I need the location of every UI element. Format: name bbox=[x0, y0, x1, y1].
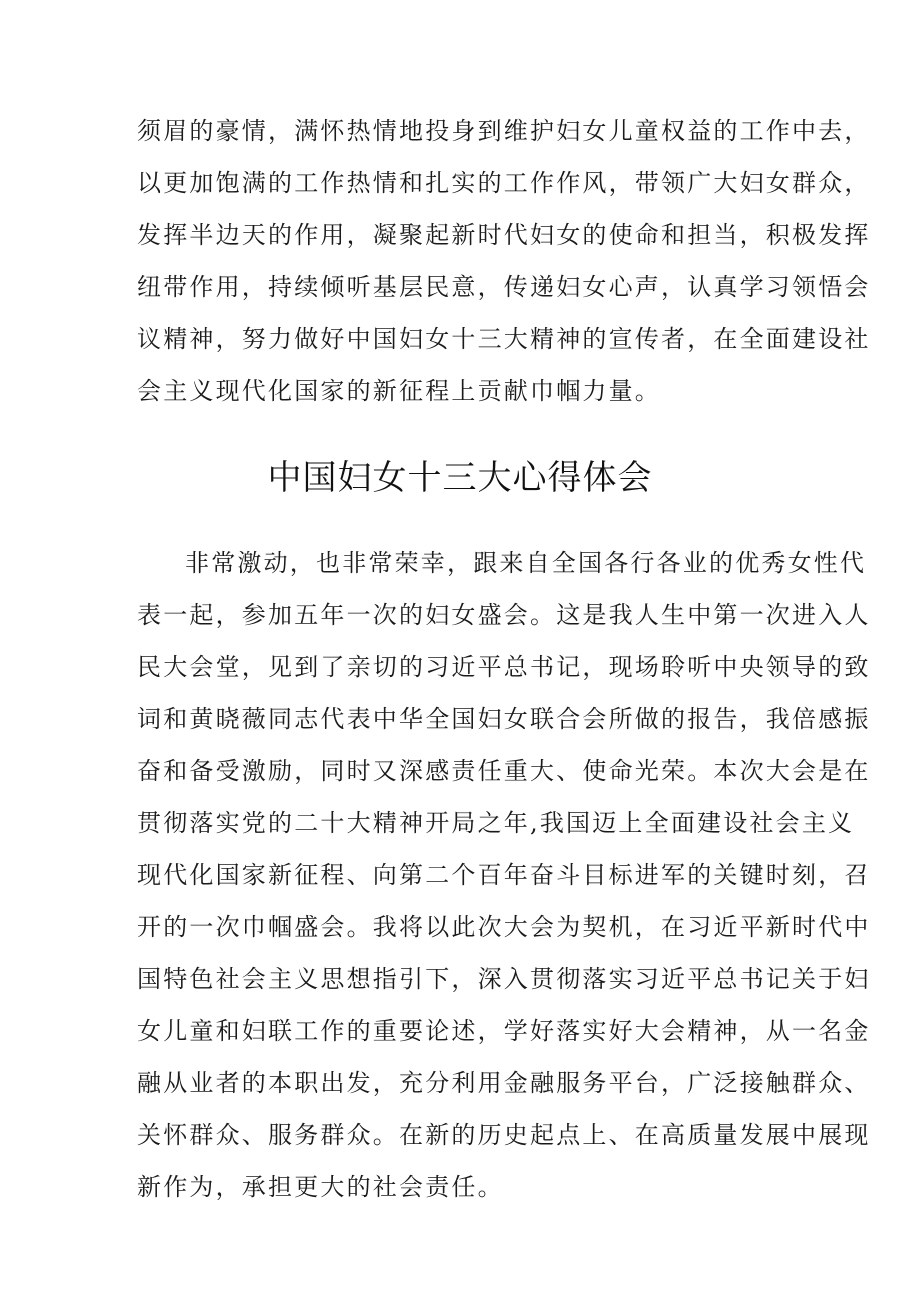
text-line: 女儿童和妇联工作的重要论述，学好落实好大会精神，从一名金 bbox=[137, 1017, 871, 1045]
section-title: 中国妇女十三大心得体会 bbox=[267, 458, 653, 498]
text-line: 现代化国家新征程、向第二个百年奋斗目标进军的关键时刻，召 bbox=[137, 861, 871, 889]
text-line: 会主义现代化国家的新征程上贡献巾帼力量。 bbox=[137, 377, 661, 405]
paragraph-body bbox=[137, 537, 871, 1213]
text-line: 新作为，承担更大的社会责任。 bbox=[137, 1173, 504, 1201]
text-line: 关怀群众、服务群众。在新的历史起点上、在高质量发展中展现 bbox=[137, 1121, 871, 1149]
text-line: 词和黄晓薇同志代表中华全国妇女联合会所做的报告，我倍感振 bbox=[137, 705, 871, 733]
text-line: 议精神，努力做好中国妇女十三大精神的宣传者，在全面建设社 bbox=[137, 325, 871, 353]
text-line: 表一起，参加五年一次的妇女盛会。这是我人生中第一次进入人 bbox=[137, 601, 871, 629]
text-line: 国特色社会主义思想指引下，深入贯彻落实习近平总书记关于妇 bbox=[137, 965, 871, 993]
text-line: 奋和备受激励，同时又深感责任重大、使命光荣。本次大会是在 bbox=[137, 757, 871, 785]
text-line: 非常激动，也非常荣幸，跟来自全国各行各业的优秀女性代 bbox=[185, 549, 867, 577]
text-line: 发挥半边天的作用，凝聚起新时代妇女的使命和担当，积极发挥 bbox=[137, 221, 871, 249]
text-line: 纽带作用，持续倾听基层民意，传递妇女心声，认真学习领悟会 bbox=[137, 273, 871, 301]
text-line: 以更加饱满的工作热情和扎实的工作作风，带领广大妇女群众， bbox=[137, 169, 871, 197]
text-line: 民大会堂，见到了亲切的习近平总书记，现场聆听中央领导的致 bbox=[137, 653, 871, 681]
text-line: 须眉的豪情，满怀热情地投身到维护妇女儿童权益的工作中去， bbox=[137, 117, 871, 145]
text-line: 贯彻落实党的二十大精神开局之年,我国迈上全面建设社会主义 bbox=[137, 809, 855, 837]
text-line: 融从业者的本职出发，充分利用金融服务平台，广泛接触群众、 bbox=[137, 1069, 871, 1097]
paragraph-continued bbox=[137, 105, 871, 417]
text-line: 开的一次巾帼盛会。我将以此次大会为契机，在习近平新时代中 bbox=[137, 913, 871, 941]
